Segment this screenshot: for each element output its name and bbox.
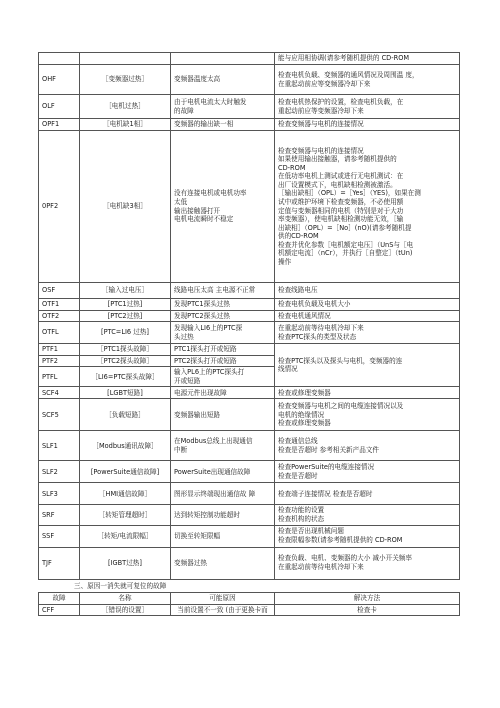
fault-solution-line: ［输出缺相］（OPL）=［Yes］（YES)，如果在测: [278, 189, 421, 198]
fault-code: SLF2: [39, 461, 80, 483]
fault-solution-line: 检查电机负载、变频器的通风情况及周围温 度，: [278, 70, 419, 79]
fault-cause: [171, 119, 275, 131]
fault-code: SRF: [39, 505, 80, 525]
fault-cause-line: 变频器过热: [174, 558, 207, 567]
fault-solution-line: 检查功能的设置: [278, 506, 325, 515]
fault-solution-line: 电机的绝缘情况: [278, 410, 325, 419]
fault-name: ［LI6=PTC探头故障］: [80, 367, 171, 387]
fault-name: ［PTC1探头故障］: [80, 344, 171, 356]
fault-code: OTF1: [39, 299, 80, 311]
fault-solution: [275, 505, 460, 525]
fault-cause-line: 发现PTC1探头过热: [174, 300, 230, 308]
fault-cause-line: 太低: [174, 197, 188, 206]
fault-solution: [275, 53, 460, 65]
fault-cause-line: 线路电压太高 主电源不正常: [174, 286, 256, 295]
fault-code: PTF1: [39, 344, 80, 356]
fault-cause-line: 发现输入LI6上的PTC探: [174, 324, 243, 333]
fault-cause-line: 中断: [174, 445, 188, 454]
fault-solution-line: 检查通信总线: [278, 437, 318, 446]
fault-solution: [275, 525, 460, 547]
fault-solution-line: 能与应用相协调(请参考随机提供的 CD-ROM: [278, 54, 410, 63]
fault-cause: [171, 525, 275, 547]
fault-solution-line: 如果使用输出接触器，请参考随机提供的: [278, 155, 397, 164]
fault-name: ［Modbus通讯故障］: [80, 431, 171, 461]
fault-cause-line: 由于电机电流太大时触发: [174, 97, 247, 106]
header-solution: 解决方法: [275, 593, 460, 605]
fault-solution-line: 检查端子连接情况 检查是否超时: [278, 489, 373, 498]
table-row: [39, 119, 460, 131]
fault-cause: [171, 505, 275, 525]
header-fault: 故障: [39, 593, 80, 605]
table-row: [39, 53, 460, 65]
fault-solution: [275, 387, 460, 399]
fault-solution-line: 出缺相］（OPL）=［No］(nO)(请参考随机提: [278, 223, 412, 232]
fault-cause-line: 的故障: [174, 106, 194, 115]
fault-name: ［转矩管理超时］: [80, 505, 171, 525]
fault-solution: [275, 322, 460, 344]
fault-cause: 当前设置不一致 (由于更换卡而: [171, 604, 275, 616]
table-row: [39, 387, 460, 399]
document-page: [38, 52, 460, 616]
fault-cause: [171, 310, 275, 322]
fault-name: ［转矩/电流限幅］: [80, 525, 171, 547]
fault-solution: 检查卡: [275, 604, 460, 616]
fault-solution: [275, 461, 460, 483]
fault-name: [PTC=LI6 过热]: [80, 322, 171, 344]
fault-solution-line: 检查负载、电机、变频器的大小 减小开关频率: [278, 554, 412, 563]
fault-code: [39, 53, 80, 65]
fault-cause: [171, 95, 275, 119]
fault-name: ［输入过电压］: [80, 283, 171, 299]
fault-solution-line: 检查变频器与电机的连接情况: [278, 120, 364, 129]
fault-name: [LGBT短路]: [80, 387, 171, 399]
fault-solution-line: 检查是否超时: [278, 471, 318, 480]
table-row: [39, 461, 460, 483]
fault-cause: [171, 483, 275, 505]
fault-cause-line: 输出接触器打开: [174, 206, 221, 215]
fault-cause: [171, 322, 275, 344]
fault-code: PTF2: [39, 355, 80, 367]
fault-cause-line: 图形显示终端现出通信故 障: [174, 489, 256, 498]
fault-name: ［电机过热］: [80, 95, 171, 119]
table-row: [39, 505, 460, 525]
fault-table: [38, 52, 460, 580]
fault-name: [PowerSuite通信故障]: [80, 461, 171, 483]
header-row: [39, 593, 460, 605]
fault-cause: [171, 367, 275, 387]
fault-solution-line: 重起动前应等变频器冷却下来: [278, 106, 364, 115]
table-row: [39, 131, 460, 283]
table-row: [39, 604, 460, 616]
fault-cause-line: 开或短路: [174, 376, 201, 385]
fault-code: OPF1: [39, 119, 80, 131]
fault-solution: [275, 547, 460, 579]
fault-solution: [275, 119, 460, 131]
fault-solution: [275, 299, 460, 311]
fault-solution-line: 检查电机通风情况: [278, 311, 331, 320]
fault-name: [IGBT过热]: [80, 547, 171, 579]
table-row: [39, 483, 460, 505]
fault-solution: [275, 399, 460, 431]
fault-solution-line: 在低功率电机上测试或进行无电机测试：在: [278, 172, 404, 181]
fault-cause-line: 电机电流瞬时不稳定: [174, 215, 234, 224]
fault-cause: [171, 399, 275, 431]
fault-cause: [171, 461, 275, 483]
fault-name: ［电机缺3相］: [80, 131, 171, 283]
fault-cause: [171, 53, 275, 65]
fault-solution-line: 检查PTC探头以及探头与电机，变频器的连: [278, 356, 403, 365]
fault-solution-line: 操作: [278, 257, 292, 266]
fault-solution-line: 机额定电流］（nCr），并执行［自整定］（tUn): [278, 249, 413, 258]
fault-cause: [171, 547, 275, 579]
fault-cause: [171, 299, 275, 311]
fault-cause-line: 发现PTC2探头过热: [174, 311, 230, 320]
fault-name: ［负载短路］: [80, 399, 171, 431]
fault-cause: [171, 431, 275, 461]
fault-solution-line: 供的CD-ROM: [278, 232, 319, 241]
fault-solution-line: 在重起动前等待电机冷却下来: [278, 563, 364, 571]
fault-cause-line: 没有连接电机或电机功率: [174, 189, 247, 198]
fault-code: SCF5: [39, 399, 80, 431]
fault-solution-line: 检查是否出现机械问题: [278, 527, 344, 536]
fault-solution-line: 出厂设置模式下，电机缺相检测被激活。: [278, 180, 397, 189]
fault-code: SSF: [39, 525, 80, 547]
fault-solution-line: 率变频器），使电机缺相检测功能无效，［输: [278, 215, 404, 224]
fault-solution: [275, 131, 460, 283]
fault-name: [80, 53, 171, 65]
fault-solution-line: 检查或修理变频器: [278, 388, 331, 397]
fault-cause-line: 在Modbus总线上出现通信: [174, 437, 253, 446]
fault-code: SLF3: [39, 483, 80, 505]
fault-cause-line: PowerSuite出现通信故障: [174, 467, 251, 476]
table-row: [39, 65, 460, 95]
header-name: 名称: [80, 593, 171, 605]
fault-code: SCF4: [39, 387, 80, 399]
fault-solution-line: 检查PTC探头的类型及状态: [278, 332, 357, 341]
fault-solution-line: 试中或维护环境下检查变频器，不必使用额: [278, 197, 404, 206]
fault-code: SLF1: [39, 431, 80, 461]
fault-name: ［电机缺1相］: [80, 119, 171, 131]
fault-cause-line: PTC1探头打开或短路: [174, 345, 237, 354]
fault-solution: [275, 283, 460, 299]
fault-code: PTFL: [39, 367, 80, 387]
fault-name: [PTC1过热]: [80, 299, 171, 311]
table-row: [39, 283, 460, 299]
fault-code: OTFL: [39, 322, 80, 344]
fault-code: 0PF2: [39, 131, 80, 283]
fault-code: OLF: [39, 95, 80, 119]
fault-solution-line: 检查或修理变频器: [278, 419, 331, 428]
fault-solution-line: 检查机构的状态: [278, 514, 325, 523]
table-row: [39, 310, 460, 322]
fault-solution-line: 线情况: [278, 365, 298, 374]
fault-solution: [275, 65, 460, 95]
fault-name: ［变频器过热］: [80, 65, 171, 95]
fault-cause: [171, 387, 275, 399]
fault-solution-line: 检查变频器与电机之间的电缆连接情况以及: [278, 402, 404, 411]
fault-cause: [171, 65, 275, 95]
table-row: [39, 525, 460, 547]
fault-solution-line: 在重起动前应等变频器冷却下来: [278, 79, 371, 88]
fault-cause-line: 头过热: [174, 332, 194, 341]
table-row: [39, 399, 460, 431]
table-row: [39, 431, 460, 461]
table-row: [39, 322, 460, 344]
fault-solution-line: 检查线路电压: [278, 286, 318, 295]
fault-name: ［错误的设置］: [80, 604, 171, 616]
fault-header-table: [38, 592, 460, 616]
fault-solution-line: CD-ROM: [278, 163, 306, 172]
table-row: [39, 95, 460, 119]
fault-cause-line: 电源元件出现故障: [174, 388, 227, 397]
fault-solution: [275, 310, 460, 322]
fault-solution-line: 检查是否超时 参考相关新产品文件: [278, 445, 380, 454]
fault-cause-line: 变频器的输出缺一相: [174, 120, 234, 129]
fault-solution-line: 检查电机热保护的设置，检查电机负载，在: [278, 97, 404, 106]
fault-name: ［PTC2探头故障］: [80, 355, 171, 367]
table-row: [39, 344, 460, 356]
fault-cause: [171, 131, 275, 283]
fault-cause-line: 变频器输出短路: [174, 410, 221, 419]
fault-name: ［HMI通信故障］: [80, 483, 171, 505]
fault-solution-line: 检查变频器与电机的连接情况: [278, 146, 364, 155]
fault-code: TJF: [39, 547, 80, 579]
fault-cause-line: 达到转矩控制功能超时: [174, 510, 240, 519]
fault-cause: [171, 283, 275, 299]
fault-cause-line: PTC2探头打开或短路: [174, 356, 237, 365]
fault-solution-line: 检查限幅参数(请参考随机提供的 CD-ROM: [278, 536, 403, 544]
fault-solution-line: 检查PowerSuite的电缆连接情况: [278, 463, 375, 472]
fault-solution: [275, 95, 460, 119]
fault-solution: [275, 483, 460, 505]
table-row: [39, 547, 460, 579]
fault-solution-line: 定值与变频器相同的电机（特别是对于大功: [278, 206, 404, 215]
fault-code: OHF: [39, 65, 80, 95]
fault-code: OSF: [39, 283, 80, 299]
header-cause: 可能原因: [171, 593, 275, 605]
fault-cause: [171, 344, 275, 356]
fault-name: [PTC2过热]: [80, 310, 171, 322]
fault-code: OTF2: [39, 310, 80, 322]
fault-solution-line: 检查并优化参数［电机额定电压］（UnS与［电: [278, 240, 414, 249]
fault-solution: [275, 344, 460, 387]
fault-cause-line: 变频器温度太高: [174, 75, 221, 84]
fault-cause-line: 输入PL6上的PTC探头打: [174, 368, 245, 377]
fault-solution-line: 检查电机负载及电机大小: [278, 300, 351, 308]
fault-solution: [275, 431, 460, 461]
fault-cause: [171, 355, 275, 367]
section-title: 三、原因一消失就可复位的故障: [74, 581, 167, 590]
fault-cause-line: 切换至转矩限幅: [174, 531, 221, 540]
table-row: [39, 299, 460, 311]
fault-solution-line: 在重起动前等待电机冷却下来: [278, 324, 364, 333]
fault-code: CFF: [39, 604, 80, 616]
